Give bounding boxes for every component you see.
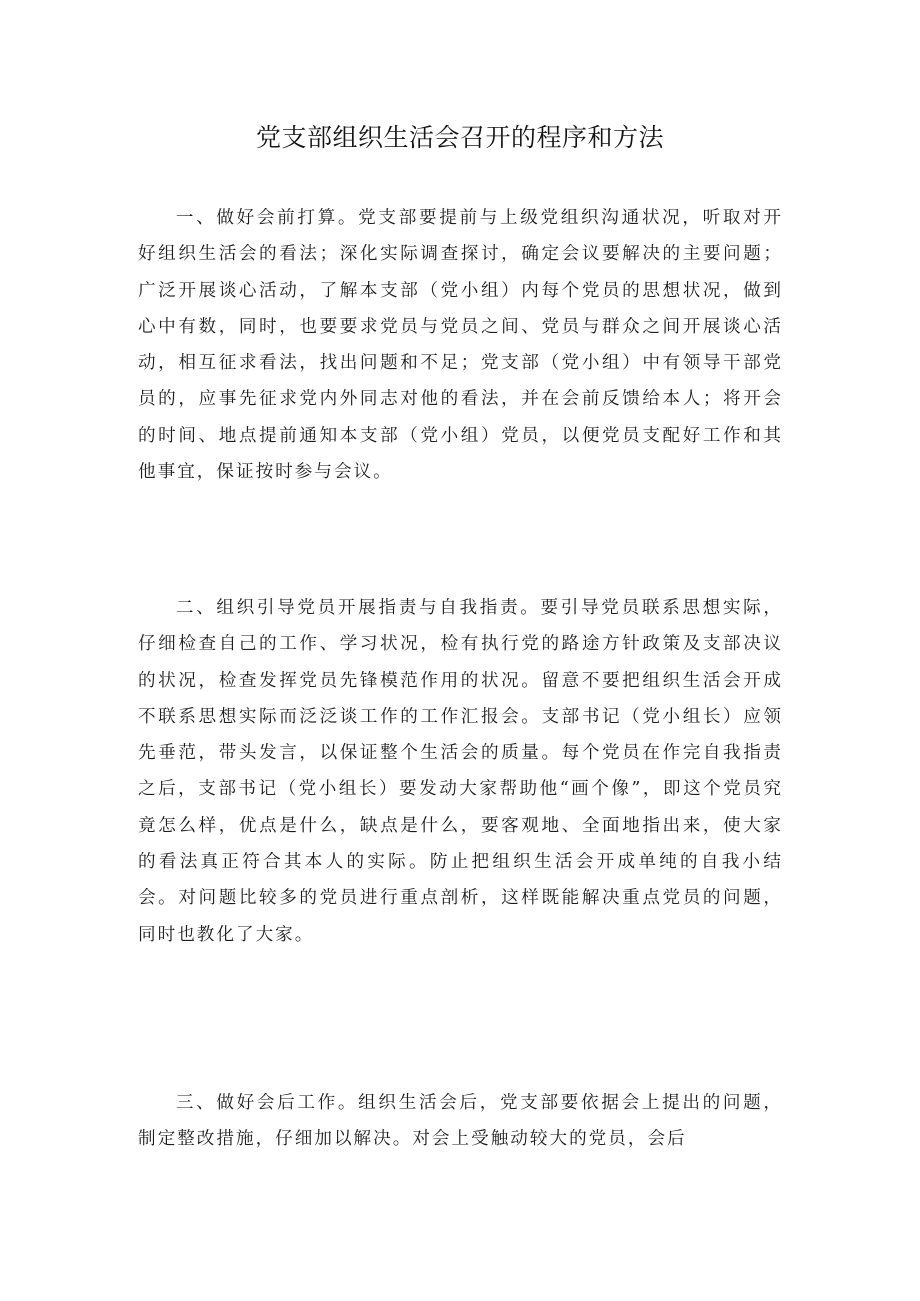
paragraph-criticism: 二、组织引导党员开展指责与自我指责。要引导党员联系思想实际，仔细检查自己的工作、学习状况，检有执行党的路途方针政策及支部决议的状况，检查发挥党员先锋模范作用的状况。留意不要把组织生活会开成不联系思想实际而泛泛谈工作的工作汇报会。支部书记（党小组长）应领先垂范，带头发言，以保证整个生活会的质量。每个党员在作完自我指责之后，支部书记（党小组长）要发动大家帮助他“画个像”，即这个党员究竟怎么样，优点是什么，缺点是什么，要客观地、全面地指出来，使大家的看法真正符合其本人的实际。防止把组织生活会开成单纯的自我小结会。对问题比较多的党员进行重点剖析，这样既能解决重点党员的问题，同时也教化了大家。 [138,598,783,945]
paragraph-block-3 [138,1085,783,1158]
paragraph-post-meeting: 三、做好会后工作。组织生活会后，党支部要依据会上提出的问题，制定整改措施，仔细加以解决。对会上受触动较大的党员，会后 [138,1093,783,1150]
paragraph-pre-meeting: 一、做好会前打算。党支部要提前与上级党组织沟通状况，听取对开好组织生活会的看法；深化实际调查探讨，确定会议要解决的主要问题；广泛开展谈心活动，了解本支部（党小组）内每个党员的思想状况，做到心中有数，同时，也要要求党员与党员之间、党员与群众之间开展谈心活动，相互征求看法，找出问题和不足；党支部（党小组）中有领导干部党员的，应事先征求党内外同志对他的看法，并在会前反馈给本人；将开会的时间、地点提前通知本支部（党小组）党员，以便党员支配好工作和其他事宜，保证按时参与会议。 [138,208,783,483]
document-title: 党支部组织生活会召开的程序和方法 [255,123,664,152]
paragraph-block-1 [138,200,783,490]
paragraph-block-2 [138,590,783,953]
